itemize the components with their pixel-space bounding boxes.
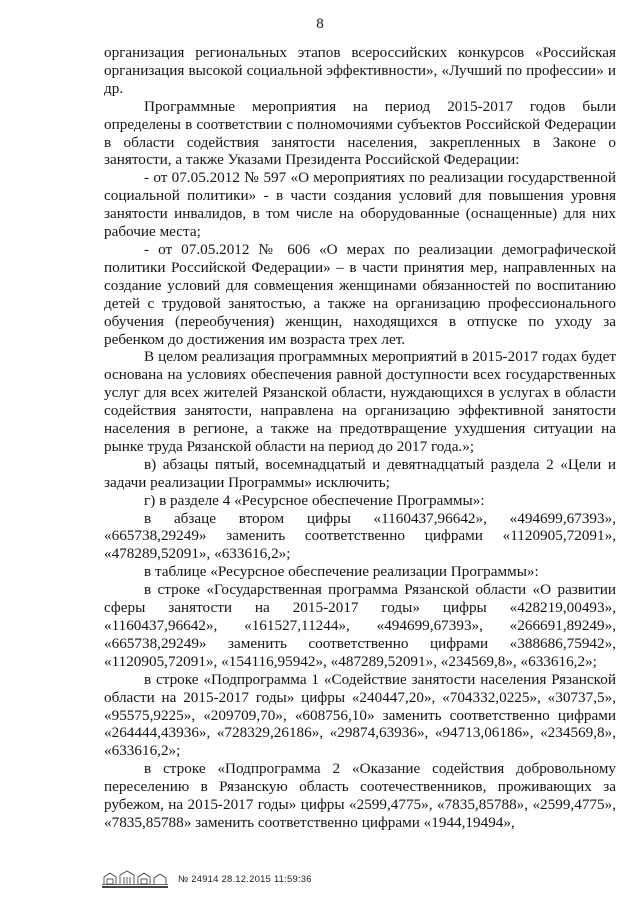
paragraph-6: в) абзацы пятый, восемнадцатый и девятнадцатый раздела 2 «Цели и задачи реализации Программы» исключить; [104, 455, 616, 491]
page-number: 8 [316, 16, 324, 32]
document-body [104, 44, 616, 832]
paragraph-11: в строке «Подпрограмма 1 «Содействие занятости населения Рязанской области на 2015-2017 годы» цифры «240447,20», «704332,0225», «30737,5», «95575,9225», «209709,70», «608756,10» заменить соответственно цифрами «264444,43936», «728329,26186», «29874,63936», «94713,06186», «234569,8», «633616,2»; [104, 670, 616, 760]
paragraph-10: в строке «Государственная программа Рязанской области «О развитии сферы занятости на 2015-2017 годы» цифры «428219,00493», «1160437,96642», «161527,11244», «494699,67393», «266691,89249», «665738,29249» заменить соответственно цифрами «388686,75942», «1120905,72091», «154116,95942», «487289,52091», «234569,8», «633616,2»; [104, 581, 616, 670]
paragraph-12: в строке «Подпрограмма 2 «Оказание содействия добровольному переселению в Рязанскую область соотечественников, проживающих за рубежом, на 2015-2017 годы» цифры «2599,4775», «7835,85788», «2599,4775», «7835,85788» заменить соответственно цифрами «1944,19494», [104, 760, 616, 831]
paragraph-9: в таблице «Ресурсное обеспечение реализации Программы»: [144, 563, 539, 581]
paragraph-1: организация региональных этапов всероссийских конкурсов «Российская организация высокой социальной эффективности», «Лучший по профессии» и др. [104, 44, 616, 97]
paragraph-2: Программные мероприятия на период 2015-2017 годов были определены в соответствии с полномочиями субъектов Российской Федерации в области содействия занятости населения, закрепленных в Законе о занятости, а также Указами Президента Российской Федерации: [104, 97, 616, 169]
document-footer [100, 866, 312, 892]
document-registration-code: № 24914 28.12.2015 11:59:36 [178, 873, 312, 885]
paragraph-5: В целом реализация программных мероприятий в 2015-2017 годах будет основана на условиях обеспечения равной доступности всех государственных услуг для всех жителей Рязанской области, нуждающихся в услугах в области содействия занятости, направлена на организацию эффективной занятости населения в регионе, а также на предотвращение ухудшения ситуации на рынке труда Рязанской области на период до 2017 года.»; [104, 348, 616, 455]
paragraph-3: - от 07.05.2012 № 597 «О мероприятиях по реализации государственной социальной политики» - в части создания условий для повышения уровня занятости инвалидов, в том числе на оборудованные (оснащенные) для них рабочие места; [104, 169, 616, 241]
paragraph-8: в абзаце втором цифры «1160437,96642», «494699,67393», «665738,29249» заменить соответственно цифрами «1120905,72091», «478289,52091», «633616,2»; [104, 509, 616, 563]
paragraph-4: - от 07.05.2012 № 606 «О мерах по реализации демографической политики Российской Федерации» – в части принятия мер, направленных на создание условий для совмещения женщинами обязанностей по воспитанию детей с трудовой занятостью, а также на организацию профессионального обучения (переобучения) женщин, находящихся в отпуске по уходу за ребенком до достижения им возраста трех лет. [104, 240, 616, 348]
paragraph-7: г) в разделе 4 «Ресурсное обеспечение Программы»: [144, 491, 485, 509]
registry-stamp-icon [100, 868, 170, 890]
